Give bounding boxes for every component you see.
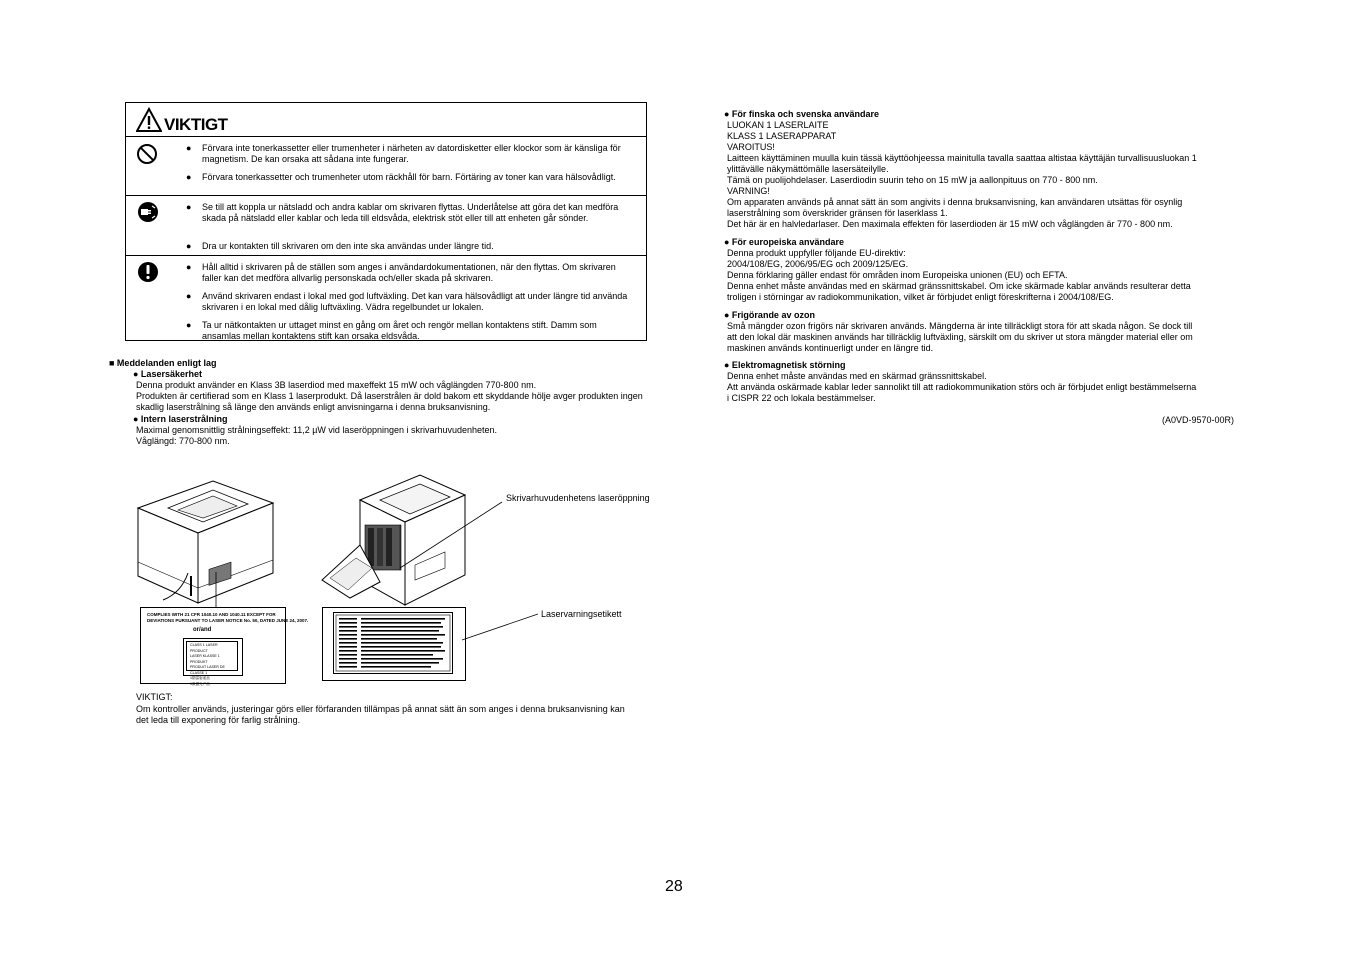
laser-safety-line: skadlig laserstrålning så länge den används enligt anvisningarna i denna bruksanvisning. <box>136 402 491 412</box>
internal-radiation-title: ● Intern laserstrålning <box>133 414 228 424</box>
finnish-title: ● För finska och svenska användare <box>724 109 879 119</box>
european-title: ● För europeiska användare <box>724 237 844 247</box>
certification-label-panel <box>140 607 309 686</box>
warning-item-text: Förvara tonerkassetter och trumenheter utom räckhåll för barn. Förtäring av toner kan vara hälsovådligt. <box>202 172 616 182</box>
class1-label: CLASS 1 LASER PRODUCT LASER KLASSE 1 PRODUKT PRODUIT LASER DE CLASSE 1 1類雷射產品 1級激光产品 <box>183 638 243 676</box>
warning-item-text: Håll alltid i skrivaren på de ställen som anges i användardokumentationen, när den flyttas. Om skrivaren faller kan det medföra allvarlig personskada och/eller skada på skrivaren. <box>202 262 616 283</box>
prohibition-icon <box>136 143 158 165</box>
warning-box <box>125 102 647 341</box>
finnish-line: VARNING! <box>727 186 770 196</box>
internal-radiation-line: Maximal genomsnittlig strålningseffekt: 11,2 µW vid laseröppningen i skrivarhuvudenheten. <box>136 425 498 435</box>
european-line: Denna enhet måste användas med en skärmad gränssnittskabel. Om icke skärmade kablar används resulterar detta <box>727 281 1191 291</box>
legal-heading: ■ Meddelanden enligt lag <box>109 358 217 368</box>
ozone-line: att den lokal där maskinen används har tillräcklig luftväxling, särskilt om du skriver ut stora mängder material eller om <box>727 332 1193 342</box>
finnish-line: Laitteen käyttäminen muulla kuin tässä käyttöohjeessa mainitulla tavalla saattaa altistaa käyttäjän turvallisuusluokan 1 <box>727 153 1197 163</box>
european-line: 2004/108/EG, 2006/95/EG och 2009/125/EG. <box>727 259 909 269</box>
laser-safety-line: Produkten är certifierad som en Klass 1 laserprodukt. Då laserstrålen är dold bakom ett skyddande hölje avger produkten ingen <box>136 391 643 401</box>
printer-front-illustration <box>133 478 283 608</box>
emc-title: ● Elektromagnetisk störning <box>724 360 846 370</box>
callout-laser-aperture: Skrivarhuvudenhetens laseröppning <box>506 493 650 503</box>
european-line: troligen i störningar av radiokommunikation, vilket är förbjudet enligt föreskrifterna i 2004/108/EG. <box>727 292 1114 302</box>
emc-line: Att använda oskärmade kablar leder sannolikt till att radiokommunikation störs och är förbjudet enligt bestämmelserna <box>727 382 1197 392</box>
note-label: VIKTIGT: <box>136 692 173 702</box>
european-line: Denna produkt uppfyller följande EU-direktiv: <box>727 248 906 258</box>
laser-safety-title: ● Lasersäkerhet <box>133 369 202 379</box>
european-line: Denna förklaring gäller endast för områden inom Europeiska unionen (EU) och EFTA. <box>727 270 1068 280</box>
warning-item-text: Ta ur nätkontakten ur uttaget minst en gång om året och rengör mellan kontaktens stift. Damm som ansamlas mellan kontaktens stift kan orsaka eldsvåda. <box>202 320 597 341</box>
ozone-line: Små mängder ozon frigörs när skrivaren används. Mängderna är inte tillräckligt stora för att skada någon. Se dock till <box>727 321 1193 331</box>
finnish-line: Det här är en halvledarlaser. Den maximala effekten för laserdioden är 15 mW och våglängden är 770 - 800 nm. <box>727 219 1173 229</box>
document-code: (A0VD-9570-00R) <box>1162 415 1235 425</box>
warning-triangle-icon <box>136 107 162 133</box>
warning-item-text: Dra ur kontakten till skrivaren om den inte ska användas under längre tid. <box>202 241 494 251</box>
exclamation-icon <box>136 260 160 284</box>
warning-row-storage: ● Förvara inte tonerkassetter eller trumenheter i närheten av datordisketter eller klockor som är känsliga för magnetism. De kan orsaka att sådana inte fungerar. ● Förvara tonerkassetter och trumenheter utom räckhåll för barn. Förtäring av toner kan vara hälsovådligt. <box>126 137 646 196</box>
warning-item-text: Se till att koppla ur nätsladd och andra kablar om skrivaren flyttas. Underlåtelse att göra det kan medföra skada på nätsladd eller kablar och leda till eldsvåda, elektrisk stöt eller till att enheten går sönder. <box>202 202 619 223</box>
finnish-line: KLASS 1 LASERAPPARAT <box>727 131 837 141</box>
warning-title: VIKTIGT <box>164 115 228 134</box>
laser-safety-line: Denna produkt använder en Klass 3B laserdiod med maxeffekt 15 mW och våglängden 770-800 nm. <box>136 380 537 390</box>
warning-item-text: Använd skrivaren endast i lokal med god luftväxling. Det kan vara hälsovådligt att under längre tid använda skrivaren i en lokal med dålig luftväxling. Vädra regelbundet ur lokalen. <box>202 291 628 312</box>
emc-line: i CISPR 22 och lokala bestämmelser. <box>727 393 876 403</box>
finnish-line: Om apparaten används på annat sätt än som angivits i denna bruksanvisning, kan användaren utsättas för osynlig <box>727 197 1183 207</box>
finnish-line: ylittävälle näkymättömälle lasersäteilylle. <box>727 164 889 174</box>
finnish-line: Tämä on puolijohdelaser. Laserdiodin suurin teho on 15 mW ja aallonpituus on 770 - 800 nm. <box>727 175 1098 185</box>
finnish-line: VAROITUS! <box>727 142 775 152</box>
page-number: 28 <box>665 878 683 895</box>
emc-line: Denna enhet måste användas med en skärmad gränssnittskabel. <box>727 371 987 381</box>
callout-laser-warning-label: Laservarningsetikett <box>541 609 622 619</box>
warning-row-cables: ● Se till att koppla ur nätsladd och andra kablar om skrivaren flyttas. Underlåtelse att göra det kan medföra skada på nätsladd eller kablar och leda till eldsvåda, elektrisk stöt eller till att enheten går sönder. ● Dra ur kontakten till skrivaren om den inte ska användas under längre tid. <box>126 196 646 256</box>
ozone-title: ● Frigörande av ozon <box>724 310 815 320</box>
or-and-text: or/and <box>193 627 212 633</box>
callout-lines <box>380 490 550 650</box>
internal-radiation-line: Våglängd: 770-800 nm. <box>136 436 230 446</box>
ozone-line: maskinen används kontinuerligt under en längre tid. <box>727 343 934 353</box>
note-line: det leda till exponering för farlig strålning. <box>136 715 301 725</box>
compliance-text: DEVIATIONS PURSUANT TO LASER NOTICE No. 50, DATED JUNE 24, 2007. <box>147 618 309 623</box>
note-line: Om kontroller används, justeringar görs eller förfaranden tillämpas på annat sätt än som anges i denna bruksanvisning kan <box>136 704 625 714</box>
unplug-icon <box>136 200 160 224</box>
warning-item-text: Förvara inte tonerkassetter eller trumenheter i närheten av datordisketter eller klockor som är känsliga för magnetism. De kan orsaka att sådana inte fungerar. <box>202 143 621 164</box>
finnish-line: LUOKAN 1 LASERLAITE <box>727 120 829 130</box>
warning-row-handling: ● Håll alltid i skrivaren på de ställen som anges i användardokumentationen, när den flyttas. Om skrivaren faller kan det medföra allvarlig personskada och/eller skada på skrivaren. ● Använd skrivaren endast i lokal med god luftväxling. Det kan vara hälsovådligt att under längre tid använda skrivaren i en lokal med dålig luftväxling. Vädra regelbundet ur lokalen. ● Ta ur nätkontakten ur uttaget minst en gång om året och rengör mellan kontaktens stift. Damm som ansamlas mellan kontaktens stift kan orsaka eldsvåda. <box>126 256 646 343</box>
compliance-text: COMPLIES WITH 21 CFR 1040.10 AND 1040.11 EXCEPT FOR <box>147 612 276 617</box>
warning-header <box>126 103 646 137</box>
finnish-line: laserstrålning som överskrider gränsen för laserklass 1. <box>727 208 948 218</box>
